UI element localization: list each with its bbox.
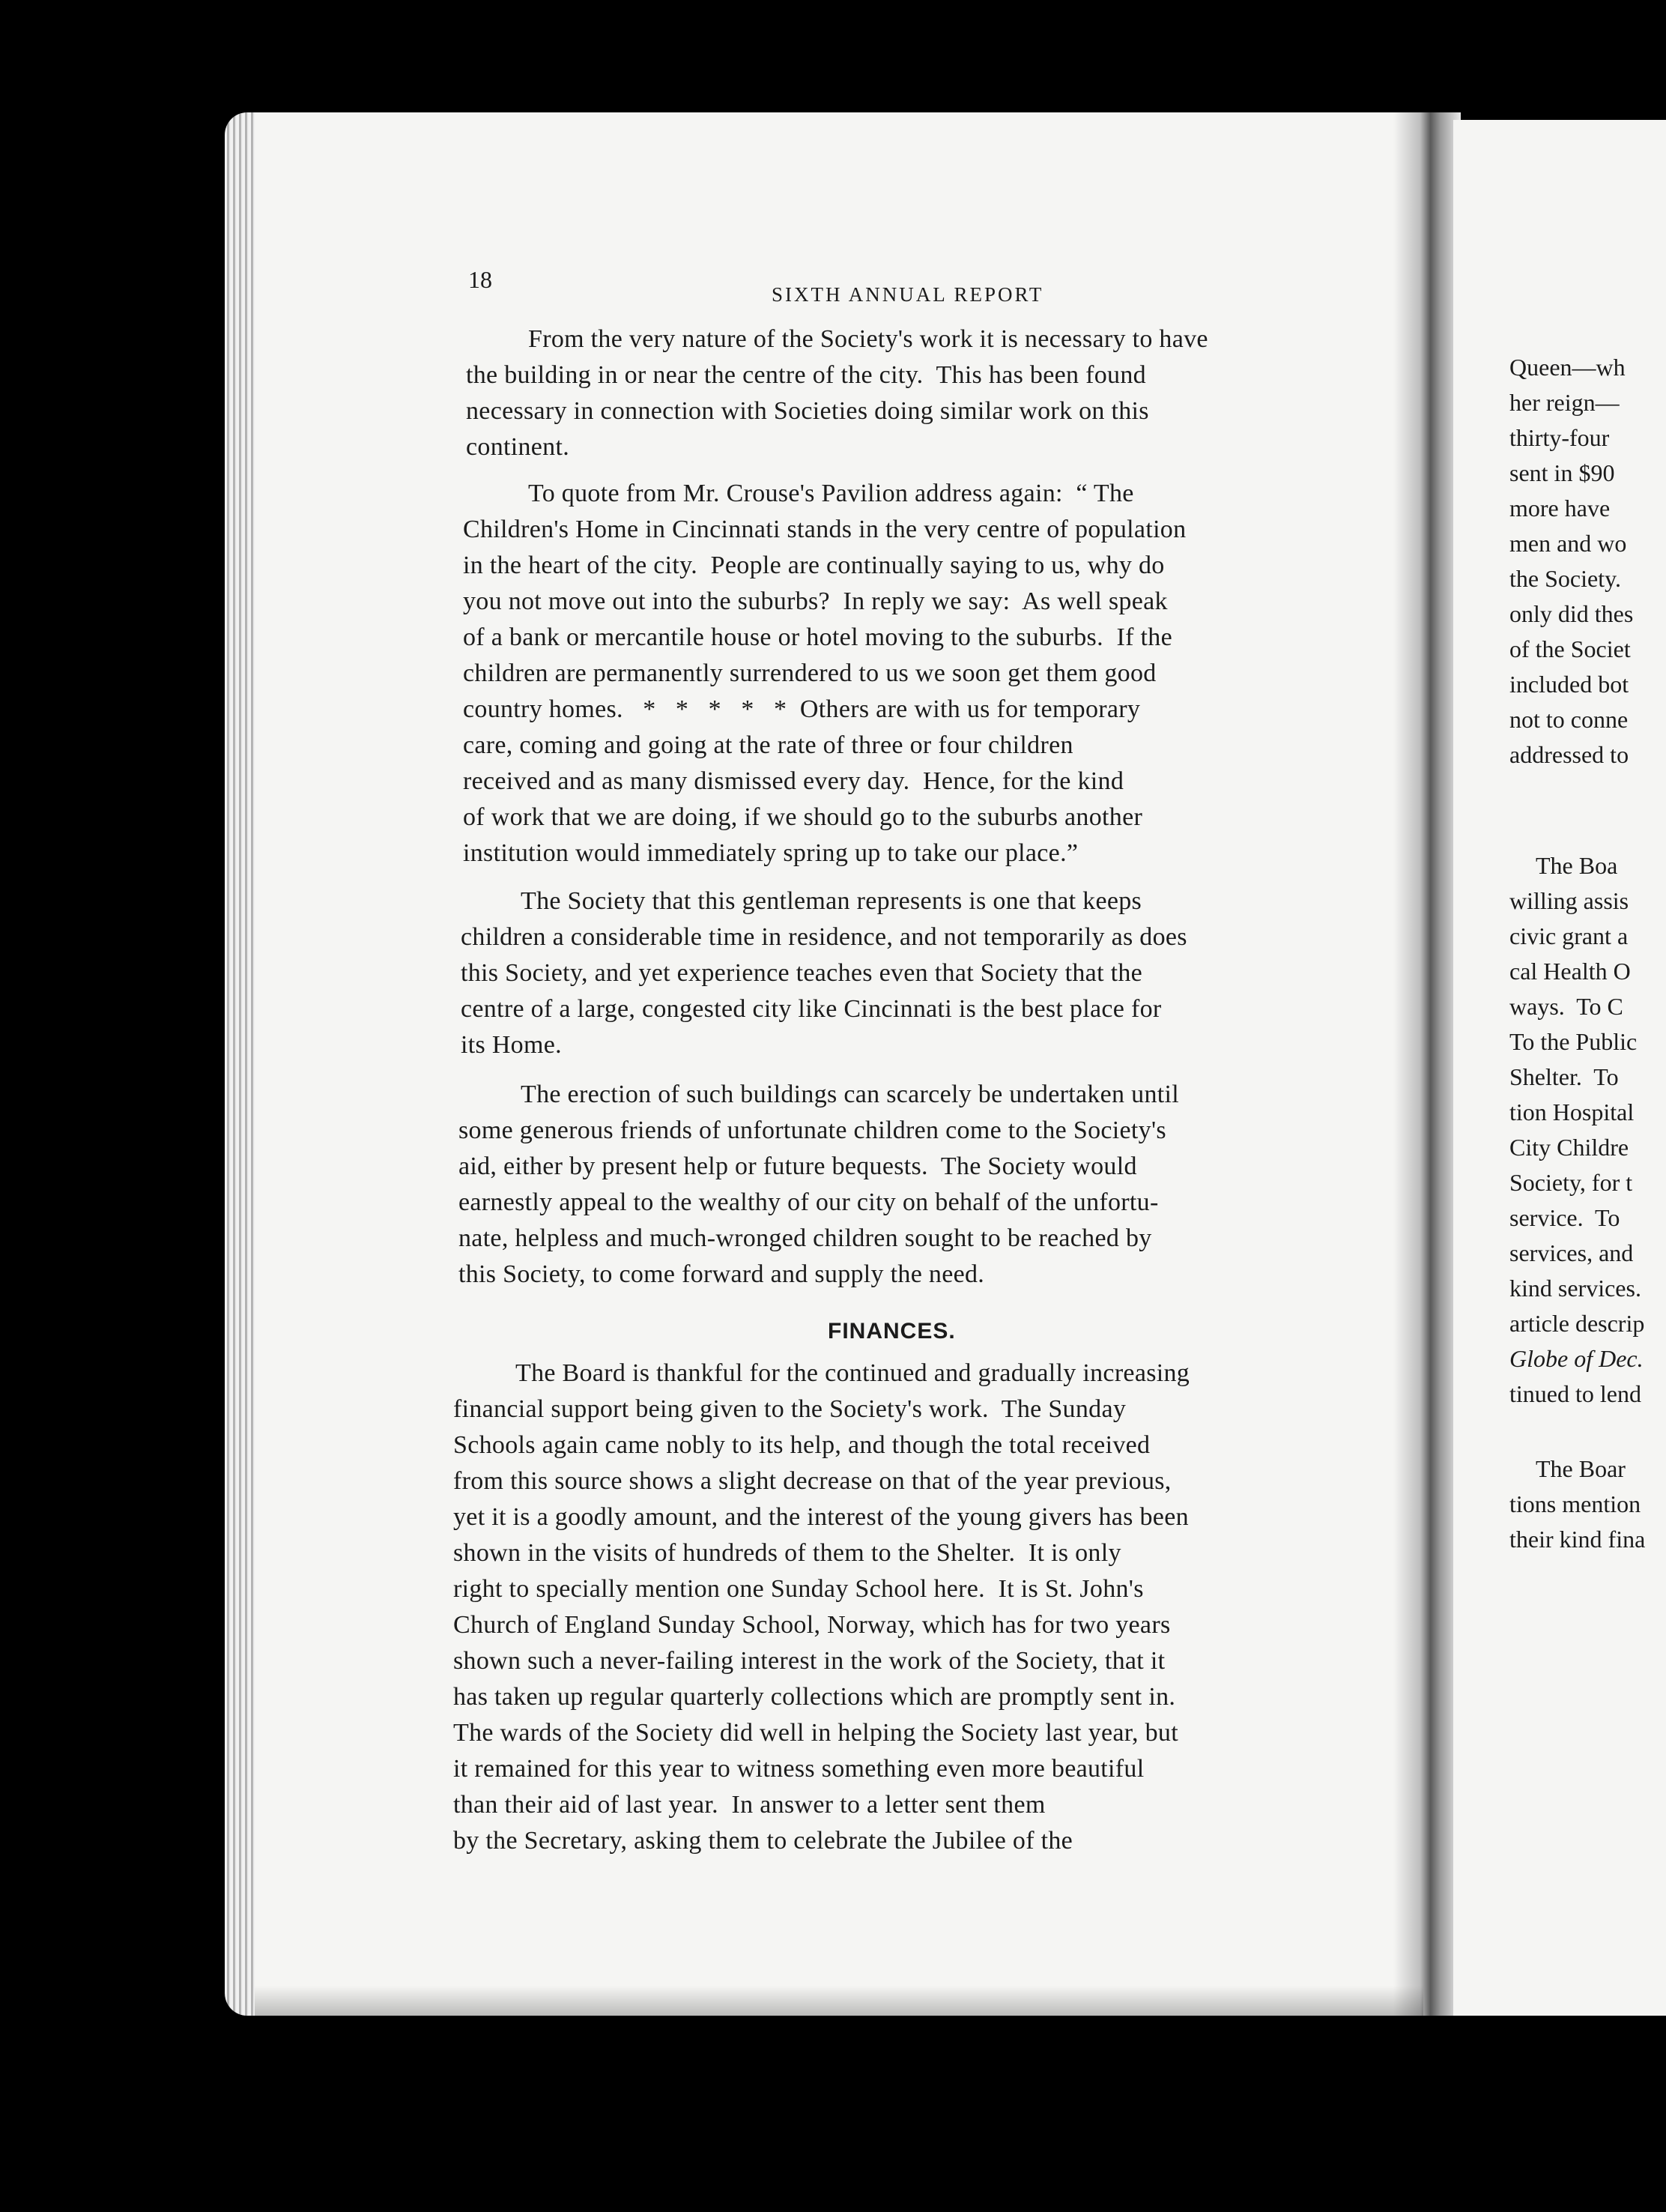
right-line: more have bbox=[1509, 495, 1611, 522]
text-line: care, coming and going at the rate of three or four children bbox=[463, 731, 1073, 759]
text-line: the building in or near the centre of the city. This has been found bbox=[466, 361, 1146, 389]
right-line: tions mention bbox=[1509, 1490, 1641, 1517]
right-line: of the Societ bbox=[1509, 635, 1631, 662]
right-line: Shelter. To bbox=[1509, 1063, 1619, 1090]
text-line: its Home. bbox=[461, 1031, 562, 1059]
right-line: sent in $90 bbox=[1509, 459, 1615, 486]
text-line: some generous friends of unfortunate children come to the Society's bbox=[458, 1116, 1166, 1144]
right-line: Queen—wh bbox=[1509, 354, 1626, 381]
right-line: included bot bbox=[1509, 671, 1629, 698]
text-line: has taken up regular quarterly collections which are promptly sent in. bbox=[453, 1683, 1176, 1711]
right-line: their kind fina bbox=[1509, 1526, 1646, 1553]
text-line: shown in the visits of hundreds of them to the Shelter. It is only bbox=[453, 1539, 1121, 1567]
right-line: City Childre bbox=[1509, 1134, 1629, 1161]
text-line: you not move out into the suburbs? In reply we say: As well speak bbox=[463, 587, 1168, 615]
right-line: Society, for t bbox=[1509, 1169, 1633, 1196]
right-line: The Boa bbox=[1536, 852, 1618, 879]
right-page bbox=[1453, 120, 1666, 2016]
right-line: civic grant a bbox=[1509, 922, 1629, 949]
section-heading-finances: FINANCES. bbox=[828, 1319, 956, 1344]
right-line: Globe of Dec. bbox=[1509, 1345, 1644, 1372]
text-line: institution would immediately spring up to take our place.” bbox=[463, 839, 1079, 867]
text-line: by the Secretary, asking them to celebrate the Jubilee of the bbox=[453, 1827, 1073, 1855]
text-line: necessary in connection with Societies doing similar work on this bbox=[466, 397, 1149, 425]
text-line: aid, either by present help or future bequests. The Society would bbox=[458, 1152, 1137, 1180]
text-line: Schools again came nobly to its help, and though the total received bbox=[453, 1431, 1151, 1459]
text-line: nate, helpless and much-wronged children sought to be reached by bbox=[458, 1224, 1152, 1252]
page-number: 18 bbox=[468, 266, 492, 293]
text-line: of work that we are doing, if we should go to the suburbs another bbox=[463, 803, 1143, 831]
text-line: Church of England Sunday School, Norway, which has for two years bbox=[453, 1611, 1171, 1639]
page-bottom-shadow bbox=[255, 1986, 1423, 2031]
text-line: it remained for this year to witness something even more beautiful bbox=[453, 1755, 1145, 1783]
right-line: not to conne bbox=[1509, 706, 1629, 733]
text-line: The Board is thankful for the continued and gradually increasing bbox=[515, 1359, 1190, 1387]
text-line: country homes. * * * * * Others are with us for temporary bbox=[463, 695, 1141, 723]
right-line: her reign— bbox=[1509, 389, 1620, 416]
book-gutter bbox=[1393, 112, 1461, 2016]
text-line: this Society, to come forward and supply the need. bbox=[458, 1260, 985, 1288]
right-line: ways. To C bbox=[1509, 993, 1623, 1020]
running-head: SIXTH ANNUAL REPORT bbox=[772, 283, 1044, 306]
text-line: than their aid of last year. In answer to a letter sent them bbox=[453, 1791, 1046, 1819]
right-line: article descrip bbox=[1509, 1310, 1645, 1337]
right-line: willing assis bbox=[1509, 887, 1629, 914]
right-line: only did thes bbox=[1509, 600, 1634, 627]
right-line: service. To bbox=[1509, 1204, 1620, 1231]
text-line: children a considerable time in residence, and not temporarily as does bbox=[461, 923, 1187, 951]
text-line: centre of a large, congested city like Cincinnati is the best place for bbox=[461, 995, 1162, 1023]
text-line: yet it is a goodly amount, and the interest of the young givers has been bbox=[453, 1503, 1189, 1531]
right-line: the Society. bbox=[1509, 565, 1621, 592]
text-line: shown such a never-failing interest in the work of the Society, that it bbox=[453, 1647, 1166, 1675]
text-line: of a bank or mercantile house or hotel moving to the suburbs. If the bbox=[463, 623, 1172, 651]
text-line: earnestly appeal to the wealthy of our city on behalf of the unfortu- bbox=[458, 1188, 1159, 1216]
right-line: The Boar bbox=[1536, 1455, 1626, 1482]
right-line: addressed to bbox=[1509, 741, 1629, 768]
text-line: from this source shows a slight decrease on that of the year previous, bbox=[453, 1467, 1172, 1495]
text-line: From the very nature of the Society's work it is necessary to have bbox=[528, 325, 1208, 353]
text-line: in the heart of the city. People are continually saying to us, why do bbox=[463, 552, 1165, 579]
text-line: To quote from Mr. Crouse's Pavilion address again: “ The bbox=[528, 480, 1134, 507]
right-line: To the Public bbox=[1509, 1028, 1638, 1055]
text-line: The wards of the Society did well in helping the Society last year, but bbox=[453, 1719, 1178, 1747]
text-line: financial support being given to the Society's work. The Sunday bbox=[453, 1395, 1127, 1423]
text-line: The erection of such buildings can scarcely be undertaken until bbox=[521, 1081, 1179, 1108]
text-line: children are permanently surrendered to us we soon get them good bbox=[463, 659, 1157, 687]
right-line: cal Health O bbox=[1509, 958, 1631, 985]
text-line: The Society that this gentleman represents is one that keeps bbox=[521, 887, 1142, 915]
text-line: received and as many dismissed every day. Hence, for the kind bbox=[463, 767, 1124, 795]
right-line: services, and bbox=[1509, 1239, 1634, 1266]
text-line: Children's Home in Cincinnati stands in the very centre of population bbox=[463, 516, 1187, 543]
right-line: men and wo bbox=[1509, 530, 1627, 557]
right-line: tion Hospital bbox=[1509, 1099, 1635, 1125]
right-line: tinued to lend bbox=[1509, 1380, 1641, 1407]
text-line: continent. bbox=[466, 433, 570, 461]
text-line: this Society, and yet experience teaches even that Society that the bbox=[461, 959, 1143, 987]
right-line: kind services. bbox=[1509, 1275, 1641, 1302]
right-line: thirty-four bbox=[1509, 424, 1610, 451]
text-line: right to specially mention one Sunday School here. It is St. John's bbox=[453, 1575, 1144, 1603]
